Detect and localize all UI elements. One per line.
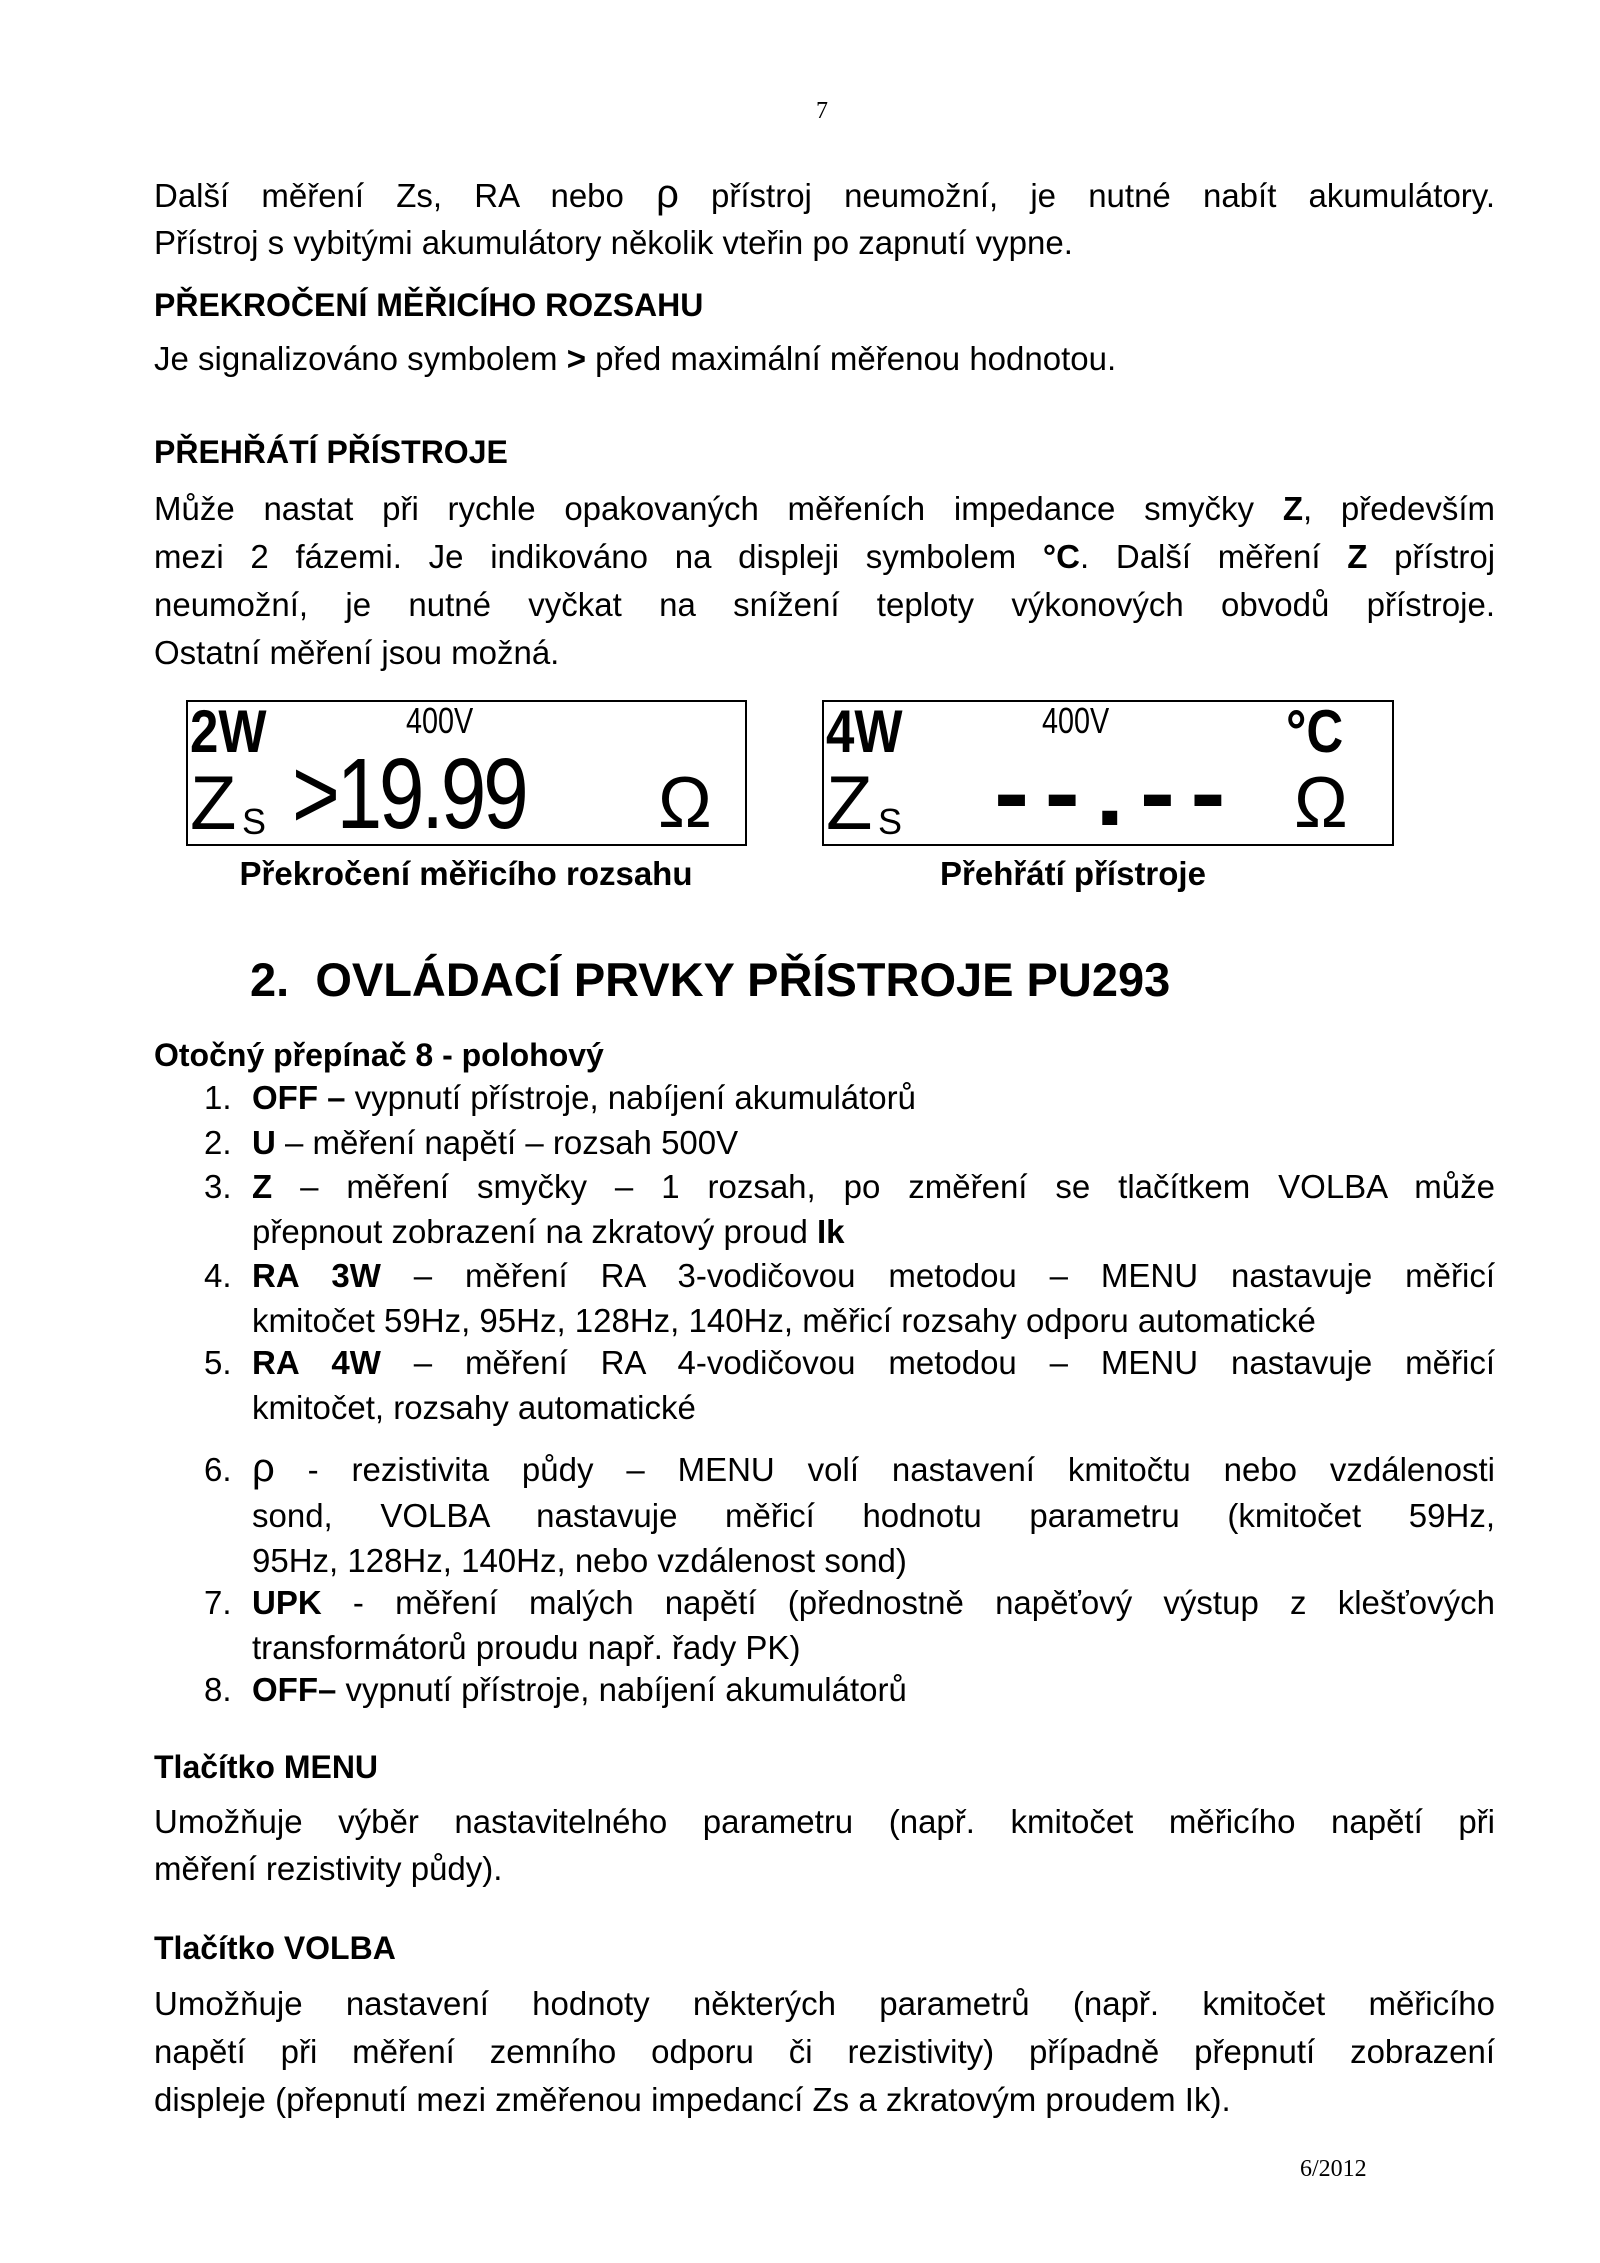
list-item-cont: přepnout zobrazení na zkratový proud Ik bbox=[252, 1213, 845, 1250]
overheat-heading: PŘEHŘÁTÍ PŘÍSTROJE bbox=[154, 434, 508, 470]
lcd-mode: 2W bbox=[190, 700, 267, 765]
lcd-subscript: S bbox=[878, 801, 903, 842]
list-item: 4. RA 3W – měření RA 3-vodičovou metodou – MENU nastavuje měřicí bbox=[204, 1257, 1495, 1294]
list-item: 6. ρ - rezistivita půdy – MENU volí nastavení kmitočtu nebo vzdálenosti bbox=[204, 1446, 1495, 1490]
lcd-voltage: 400V bbox=[1042, 700, 1110, 741]
list-item: 2. U – měření napětí – rozsah 500V bbox=[204, 1124, 739, 1161]
list-item-cont: kmitočet, rozsahy automatické bbox=[252, 1389, 696, 1426]
overrange-text: Je signalizováno symbolem > před maximální měřenou hodnotou. bbox=[154, 340, 1117, 377]
page-number: 7 bbox=[816, 98, 828, 124]
overheat-line-4: Ostatní měření jsou možná. bbox=[154, 634, 560, 671]
list-item-cont: kmitočet 59Hz, 95Hz, 128Hz, 140Hz, měřicí rozsahy odporu automatické bbox=[252, 1302, 1316, 1339]
lcd-quantity: Z bbox=[826, 761, 873, 846]
lcd-display-overheat bbox=[822, 700, 1394, 846]
lcd-unit: Ω bbox=[658, 763, 712, 843]
list-item: 1. OFF – vypnutí přístroje, nabíjení akumulátorů bbox=[204, 1079, 916, 1116]
menu-heading: Tlačítko MENU bbox=[154, 1749, 379, 1785]
overheat-line-2: mezi 2 fázemi. Je indikováno na displeji symbolem °C. Další měření Z přístroj bbox=[154, 538, 1496, 575]
lcd-subscript: S bbox=[242, 801, 267, 842]
volba-line-3: displeje (přepnutí mezi změřenou impedancí Zs a zkratovým proudem Ik). bbox=[154, 2081, 1231, 2118]
lcd-value: --.-- bbox=[994, 739, 1242, 846]
list-item: 8. OFF– vypnutí přístroje, nabíjení akumulátorů bbox=[204, 1671, 907, 1708]
lcd-voltage: 400V bbox=[406, 700, 474, 741]
list-item-cont: 95Hz, 128Hz, 140Hz, nebo vzdálenost sond) bbox=[252, 1542, 907, 1579]
list-item: 7. UPK - měření malých napětí (přednostně napěťový výstup z klešťových bbox=[204, 1584, 1495, 1621]
footer-date: 6/2012 bbox=[1300, 2156, 1367, 2182]
list-item-cont: sond, VOLBA nastavuje měřicí hodnotu parametru (kmitočet 59Hz, bbox=[252, 1497, 1495, 1534]
list-item: 3. Z – měření smyčky – 1 rozsah, po změření se tlačítkem VOLBA může bbox=[204, 1168, 1495, 1205]
lcd-unit: Ω bbox=[1294, 763, 1348, 843]
lcd-value: >19.99 bbox=[292, 738, 526, 846]
overheat-line-1: Může nastat při rychle opakovaných měřeních impedance smyčky Z, především bbox=[154, 490, 1495, 527]
lcd-quantity: Z bbox=[190, 761, 237, 846]
switch-heading: Otočný přepínač 8 - polohový bbox=[154, 1037, 604, 1073]
overrange-heading: PŘEKROČENÍ MĚŘICÍHO ROZSAHU bbox=[154, 287, 704, 323]
intro-line-2: Přístroj s vybitými akumulátory několik vteřin po zapnutí vypne. bbox=[154, 224, 1073, 261]
volba-line-1: Umožňuje nastavení hodnoty některých parametrů (např. kmitočet měřicího bbox=[154, 1985, 1495, 2022]
rho-symbol: ρ bbox=[656, 172, 679, 216]
menu-line-2: měření rezistivity půdy). bbox=[154, 1850, 503, 1887]
volba-heading: Tlačítko VOLBA bbox=[154, 1930, 396, 1966]
section-title: 2. OVLÁDACÍ PRVKY PŘÍSTROJE PU293 bbox=[250, 953, 1171, 1006]
caption-overrange: Překročení měřicího rozsahu bbox=[239, 855, 693, 892]
caption-overheat: Přehřátí přístroje bbox=[940, 855, 1206, 892]
list-item: 5. RA 4W – měření RA 4-vodičovou metodou – MENU nastavuje měřicí bbox=[204, 1344, 1495, 1381]
lcd-display-overrange bbox=[186, 700, 747, 846]
list-item-cont: transformátorů proudu např. řady PK) bbox=[252, 1629, 801, 1666]
intro-line-1: Další měření Zs, RA nebo ρ přístroj neumožní, je nutné nabít akumulátory. bbox=[154, 172, 1496, 216]
temperature-indicator: °C bbox=[1286, 700, 1344, 765]
menu-line-1: Umožňuje výběr nastavitelného parametru (např. kmitočet měřicího napětí při bbox=[154, 1803, 1495, 1840]
lcd-mode: 4W bbox=[826, 700, 903, 765]
volba-line-2: napětí při měření zemního odporu či rezistivity) případně přepnutí zobrazení bbox=[154, 2033, 1495, 2070]
overheat-line-3: neumožní, je nutné vyčkat na snížení teploty výkonových obvodů přístroje. bbox=[154, 586, 1495, 623]
